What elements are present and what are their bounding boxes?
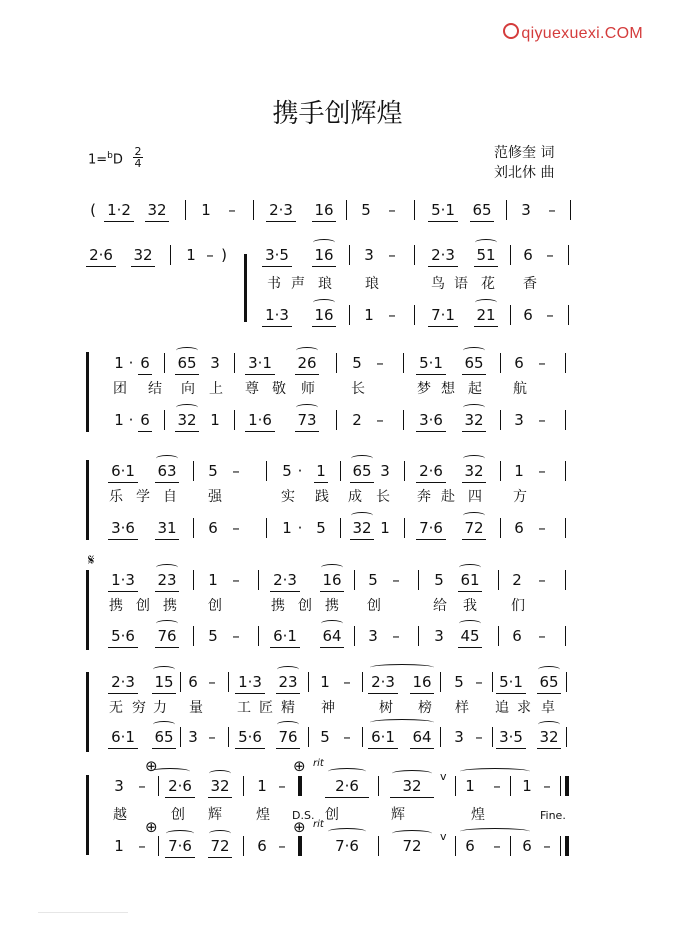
note: 32 <box>133 246 153 264</box>
watermark: qiyuexuexi.COM <box>503 22 643 43</box>
note: 16 <box>314 201 334 219</box>
q-logo-icon <box>503 23 519 39</box>
score-line-4: 6·1 63 5 – 5 · 1 65 3 2·6 32 1 – <box>0 461 675 487</box>
coda-icon: ⊕ <box>293 757 306 775</box>
score-line-6-low: 6·1 65 3 – 5·6 76 5 – 6·1 64 3 – 3·5 32 <box>0 727 675 753</box>
score-line-2-low: 1·3 16 1 – 7·1 21 6 – <box>0 305 675 331</box>
coda-icon: ⊕ <box>293 818 306 836</box>
score-line-4-low: 3·6 31 6 – 1 · 5 32 1 7·6 72 6 – <box>0 518 675 544</box>
segno-icon: 𝄋 <box>88 551 95 569</box>
barline <box>253 200 254 220</box>
lyricist: 范修奎 词 <box>494 145 555 161</box>
time-signature: 2 4 <box>134 145 142 170</box>
coda-icon: ⊕ <box>145 818 158 836</box>
note: 1·2 <box>107 201 131 219</box>
dash: – <box>548 201 556 219</box>
note: 3·5 <box>265 246 289 264</box>
dash: – <box>388 246 396 264</box>
note: 5 <box>361 201 371 219</box>
score-line-3: 1 · 6 65 3 3·1 26 5 – 5·1 65 6 – <box>0 353 675 379</box>
dash: – <box>206 246 214 264</box>
lyrics-line-6: 无 穷 力 量 工 匠 精 神 树 榜 样 追 求 卓 <box>109 700 555 716</box>
barline <box>414 245 415 265</box>
score-line-7-low: 1 – 7·6 72 6 – 7·6 72 v 6 – 6 – <box>0 836 675 862</box>
barline <box>570 200 571 220</box>
barline <box>414 200 415 220</box>
note: 3 <box>521 201 531 219</box>
composer: 刘北休 曲 <box>494 165 555 181</box>
lyrics-line-5: 携 创 携 创 携 创 携 创 给 我 们 <box>109 598 525 614</box>
barline <box>346 200 347 220</box>
note: 6 <box>523 246 533 264</box>
flat-sign: b <box>107 151 113 161</box>
barline <box>568 245 569 265</box>
note: 3 <box>364 246 374 264</box>
score-line-1 <box>0 200 675 226</box>
note: 1 <box>186 246 196 264</box>
note: 2·6 <box>89 246 113 264</box>
note: 2·3 <box>269 201 293 219</box>
note: 2·3 <box>431 246 455 264</box>
note: 16 <box>314 246 334 264</box>
score-line-5-low: 5·6 76 5 – 6·1 64 3 – 3 45 6 – <box>0 626 675 652</box>
lyrics-line-3: 团 结 向 上 尊 敬 师 长 梦 想 起 航 <box>113 381 527 397</box>
rit-marking: rit <box>313 819 324 830</box>
paren-close: ) <box>221 246 227 264</box>
lyrics-line-7: 越 创 辉 煌 D.S. 创 辉 煌 Fine. <box>113 807 566 823</box>
score-line-5: 1·3 23 1 – 2·3 16 5 – 5 61 2 – <box>0 570 675 596</box>
paren-open: ( <box>90 201 96 219</box>
dash: – <box>388 201 396 219</box>
song-title: 携手创辉煌 <box>272 99 403 129</box>
score-line-7: 3 – 2·6 32 1 – 2·6 32 v 1 – 1 – <box>0 776 675 802</box>
key-signature: 1=$^b$D <box>88 151 123 168</box>
note: 51 <box>476 246 496 264</box>
note: 5·1 <box>431 201 455 219</box>
note: 1 <box>201 201 211 219</box>
dash: – <box>228 201 236 219</box>
barline <box>349 245 350 265</box>
note: 32 <box>147 201 167 219</box>
score-line-6: 2·3 15 6 – 1·3 23 1 – 2·3 16 5 – 5·1 65 <box>0 672 675 698</box>
dash: – <box>546 246 554 264</box>
rit-marking: rit <box>313 758 324 769</box>
barline <box>506 200 507 220</box>
note: 65 <box>472 201 492 219</box>
barline <box>510 245 511 265</box>
fine-marking: Fine. <box>540 809 566 822</box>
barline <box>170 245 171 265</box>
score-line-2 <box>0 245 675 271</box>
coda-icon: ⊕ <box>145 757 158 775</box>
barline <box>185 200 186 220</box>
lyrics-line-2: 书 声 琅 琅 鸟 语 花 香 <box>267 276 537 292</box>
divider <box>38 912 128 913</box>
score-line-3-low: 1 · 6 32 1 1·6 73 2 – 3·6 32 3 – <box>0 410 675 436</box>
lyrics-line-4: 乐 学 自 强 实 践 成 长 奔 赴 四 方 <box>109 489 527 505</box>
